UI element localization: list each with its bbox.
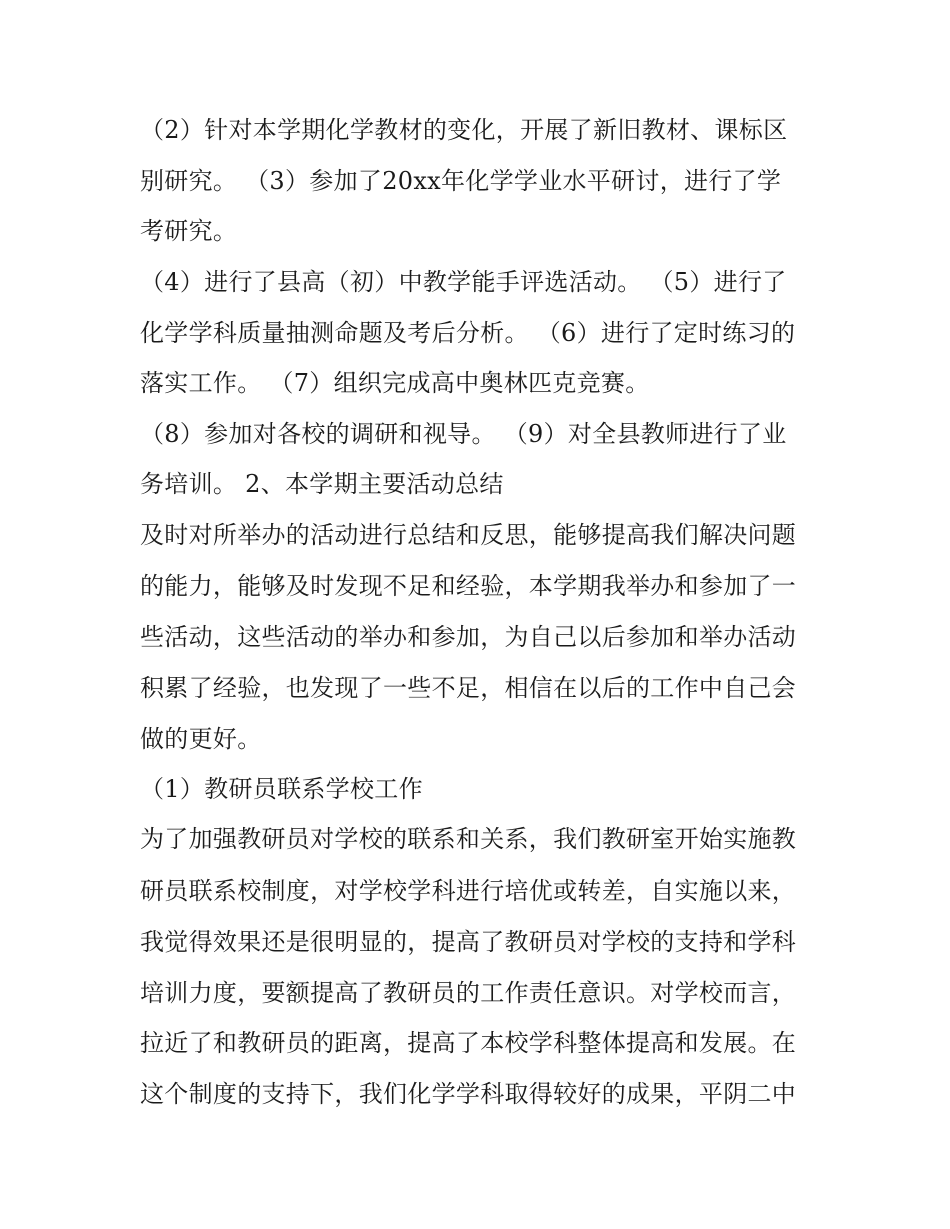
text-line: 化学学科质量抽测命题及考后分析。 （6）进行了定时练习的 <box>140 319 796 347</box>
text-line: （4）进行了县高（初）中教学能手评选活动。 （5）进行了 <box>140 268 787 296</box>
text-line: （1）教研员联系学校工作 <box>140 775 423 803</box>
text-line: 做的更好。 <box>140 725 262 753</box>
text-line: 考研究。 <box>140 217 238 245</box>
text-line: 积累了经验，也发现了一些不足，相信在以后的工作中自己会 <box>140 674 797 702</box>
text-line: （8）参加对各校的调研和视导。 （9）对全县教师进行了业 <box>140 420 787 448</box>
text-line: 拉近了和教研员的距离，提高了本校学科整体提高和发展。在 <box>140 1029 797 1057</box>
text-line: 别研究。 （3）参加了20xx年化学学业水平研讨，进行了学 <box>140 167 782 195</box>
text-line: 这个制度的支持下，我们化学学科取得较好的成果，平阴二中 <box>140 1080 797 1108</box>
text-line: 及时对所举办的活动进行总结和反思，能够提高我们解决问题 <box>140 521 797 549</box>
text-line: 研员联系校制度，对学校学科进行培优或转差，自实施以来， <box>140 877 797 905</box>
text-line: 我觉得效果还是很明显的，提高了教研员对学校的支持和学科 <box>140 928 797 956</box>
text-line: 些活动，这些活动的举办和参加，为自己以后参加和举办活动 <box>140 623 797 651</box>
text-line: 务培训。 2、本学期主要活动总结 <box>140 470 504 498</box>
text-line: （2）针对本学期化学教材的变化，开展了新旧教材、课标区 <box>140 116 788 144</box>
text-line: 培训力度，要额提高了教研员的工作责任意识。对学校而言， <box>140 979 797 1007</box>
text-line: 落实工作。 （7）组织完成高中奥林匹克竞赛。 <box>140 369 650 397</box>
text-line: 的能力，能够及时发现不足和经验，本学期我举办和参加了一 <box>140 572 797 600</box>
text-line: 为了加强教研员对学校的联系和关系，我们教研室开始实施教 <box>140 825 797 853</box>
